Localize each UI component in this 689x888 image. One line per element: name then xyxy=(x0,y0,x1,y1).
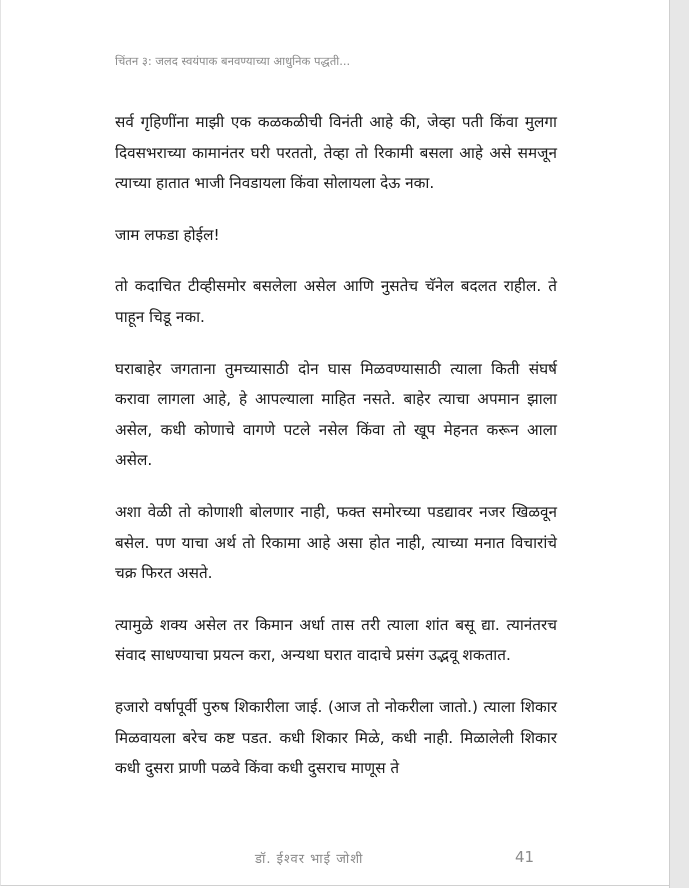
paragraph-1: सर्व गृहिणींना माझी एक कळकळीची विनंती आहे की, जेव्हा पती किंवा मुलगा दिवसभराच्या कामानंतर घरी परततो, तेव्हा तो रिकामी बसला आहे असे समजून त्याच्या हातात भाजी निवडायला किंवा सोलायला देऊ नका. xyxy=(115,113,557,193)
paragraph-2: जाम लफडा होईल! xyxy=(115,225,220,244)
paragraph-3: तो कदाचित टीव्हीसमोर बसलेला असेल आणि नुसतेच चॅनेल बदलत राहील. ते पाहून चिडू नका. xyxy=(115,277,557,326)
paragraph-7: हजारो वर्षापूर्वी पुरुष शिकारीला जाई. (आज तो नोकरीला जातो.) त्याला शिकार मिळवायला बरेच कष्ट पडत. कधी शिकार मिळे, कधी नाही. मिळालेली शिकार कधी दुसरा प्राणी पळवे किंवा कधी दुसराच माणूस ते xyxy=(115,697,557,778)
paragraph-6: त्यामुळे शक्य असेल तर किमान अर्धा तास तरी त्याला शांत बसू द्या. त्यानंतरच संवाद साधण्याचा प्रयत्न करा, अन्यथा घरात वादाचे प्रसंग उद्भवू शकतात. xyxy=(115,615,557,665)
page-number: 41 xyxy=(515,848,535,866)
running-header: चिंतन ३: जलद स्वयंपाक बनवण्याच्या आधुनिक पद्धती... xyxy=(115,54,351,68)
paragraph-4: घराबाहेर जगताना तुमच्यासाठी दोन घास मिळवण्यासाठी त्याला किती संघर्ष करावा लागला आहे, हे आपल्याला माहित नसते. बाहेर त्याचा अपमान झाला असेल, कधी कोणाचे वागणे पटले नसेल किंवा तो खूप मेहनत करून आला असेल. xyxy=(115,359,557,470)
body-text xyxy=(115,107,557,805)
viewer-gutter xyxy=(669,0,689,888)
paragraph-5: अशा वेळी तो कोणाशी बोलणार नाही, फक्त समोरच्या पडद्यावर नजर खिळवून बसेल. पण याचा अर्थ तो रिकामा आहे असा होत नाही, त्याच्या मनात विचारांचे चक्र फिरत असते. xyxy=(115,502,557,583)
footer-author: डॉ. ईश्वर भाई जोशी xyxy=(255,852,364,867)
